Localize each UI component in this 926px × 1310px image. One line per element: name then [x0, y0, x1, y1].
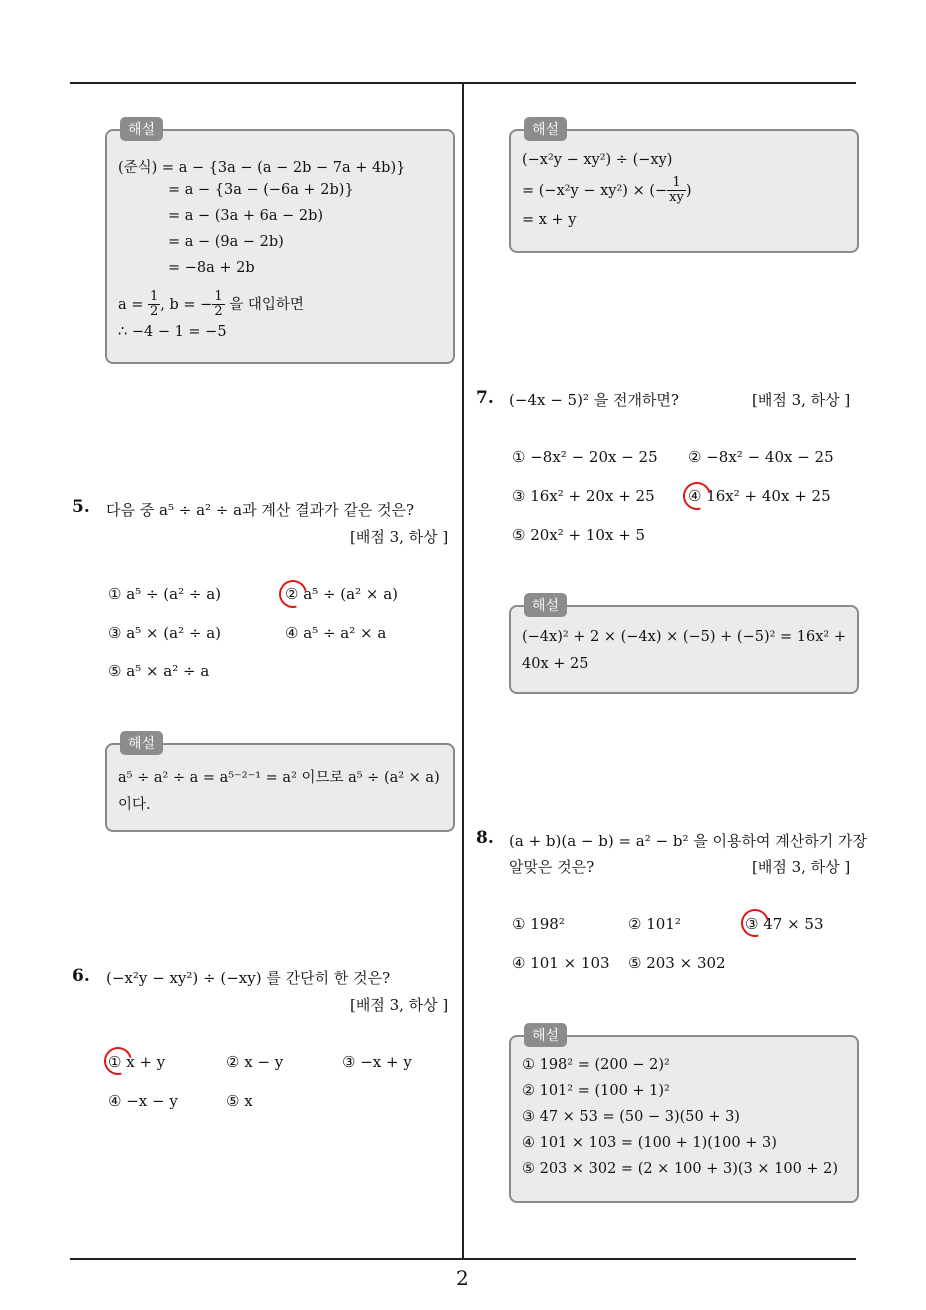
solution-line: 이다.	[118, 797, 151, 813]
option[interactable]: ③ a⁵ × (a² ÷ a)	[108, 624, 221, 642]
option[interactable]: ② a⁵ ÷ (a² × a)	[285, 585, 398, 603]
option[interactable]: ④ −x − y	[108, 1092, 178, 1110]
solution-box-q5	[105, 743, 455, 832]
fraction-numerator: 1	[667, 176, 686, 191]
fraction-denominator: xy	[669, 190, 684, 206]
solution-tag: 해설	[524, 1023, 567, 1047]
option[interactable]: ⑤ 20x² + 10x + 5	[512, 526, 646, 544]
answer-mark-circle	[736, 904, 774, 942]
question-text: (−x²y − xy²) ÷ (−xy) 를 간단히 한 것은?	[106, 969, 391, 987]
question-text: (a + b)(a − b) = a² − b² 을 이용하여 계산하기 가장	[509, 832, 867, 850]
sub-b-label: , b = −	[160, 296, 213, 313]
score-label: [배점 3, 하상 ]	[350, 528, 449, 546]
fraction	[667, 176, 686, 206]
score-label: [배점 3, 하상 ]	[752, 858, 851, 876]
solution-line: ② 101² = (100 + 1)²	[522, 1083, 670, 1099]
question-text-continued: 알맞은 것은?	[509, 858, 595, 876]
fraction-denominator: 2	[214, 304, 223, 320]
substitution-line	[118, 290, 304, 320]
solution-text: = (−x²y − xy²) × (−	[522, 182, 668, 199]
column-divider	[462, 83, 464, 1258]
solution-tag: 해설	[120, 117, 163, 141]
option[interactable]: ④ 101 × 103	[512, 954, 610, 972]
option[interactable]: ③ 16x² + 20x + 25	[512, 487, 655, 505]
option[interactable]: ① 198²	[512, 915, 565, 933]
solution-text: )	[685, 182, 692, 199]
option[interactable]: ④ a⁵ ÷ a² × a	[285, 624, 387, 642]
solution-tag: 해설	[524, 117, 567, 141]
option[interactable]: ① −8x² − 20x − 25	[512, 448, 658, 466]
option[interactable]: ② −8x² − 40x − 25	[688, 448, 834, 466]
answer-mark-circle	[99, 1042, 137, 1080]
solution-line	[522, 176, 692, 206]
question-number: 7.	[476, 388, 494, 408]
fraction	[148, 290, 160, 320]
solution-line: (−4x)² + 2 × (−4x) × (−5) + (−5)² = 16x² +	[522, 629, 846, 645]
question-number: 8.	[476, 828, 494, 848]
solution-tag: 해설	[120, 731, 163, 755]
option[interactable]: ⑤ 203 × 302	[628, 954, 726, 972]
solution-line: = x + y	[522, 212, 577, 228]
solution-line: = a − {3a − (−6a + 2b)}	[168, 182, 354, 198]
bottom-rule	[70, 1258, 856, 1260]
solution-line: = a − (3a + 6a − 2b)	[168, 208, 324, 224]
sub-a-label: a =	[118, 296, 144, 313]
fraction-numerator: 1	[214, 289, 223, 304]
option[interactable]: ② 101²	[628, 915, 681, 933]
option[interactable]: ① a⁵ ÷ (a² ÷ a)	[108, 585, 221, 603]
question-text: 다음 중 a⁵ ÷ a² ÷ a과 계산 결과가 같은 것은?	[106, 501, 415, 519]
option[interactable]: ② x − y	[226, 1053, 284, 1071]
option[interactable]: ③ −x + y	[342, 1053, 412, 1071]
fraction-denominator: 2	[150, 304, 159, 320]
solution-line: ④ 101 × 103 = (100 + 1)(100 + 3)	[522, 1135, 777, 1151]
option[interactable]: ④ 16x² + 40x + 25	[688, 487, 831, 505]
fraction	[212, 290, 224, 320]
solution-line: ③ 47 × 53 = (50 − 3)(50 + 3)	[522, 1109, 740, 1125]
solution-line: ⑤ 203 × 302 = (2 × 100 + 3)(3 × 100 + 2)	[522, 1161, 839, 1177]
solution-line: (준식) = a − {3a − (a − 2b − 7a + 4b)}	[118, 160, 406, 176]
fraction-numerator: 1	[150, 289, 159, 304]
question-number: 6.	[72, 966, 90, 986]
solution-tag: 해설	[524, 593, 567, 617]
solution-line: 40x + 25	[522, 656, 589, 672]
option[interactable]: ⑤ a⁵ × a² ÷ a	[108, 662, 210, 680]
question-number: 5.	[72, 497, 90, 517]
option[interactable]: ① x + y	[108, 1053, 166, 1071]
solution-box-q7	[509, 605, 859, 694]
option[interactable]: ③ 47 × 53	[745, 915, 824, 933]
page-number: 2	[456, 1266, 469, 1290]
solution-line: ① 198² = (200 − 2)²	[522, 1057, 670, 1073]
solution-line: = a − (9a − 2b)	[168, 234, 284, 250]
option[interactable]: ⑤ x	[226, 1092, 253, 1110]
solution-line: (−x²y − xy²) ÷ (−xy)	[522, 152, 673, 168]
score-label: [배점 3, 하상 ]	[752, 391, 851, 409]
solution-line: a⁵ ÷ a² ÷ a = a⁵⁻²⁻¹ = a² 이므로 a⁵ ÷ (a² × a)	[118, 770, 440, 786]
question-text: (−4x − 5)² 을 전개하면?	[509, 391, 679, 409]
answer-mark-circle	[274, 575, 312, 613]
score-label: [배점 3, 하상 ]	[350, 996, 449, 1014]
therefore-line: ∴ −4 − 1 = −5	[118, 324, 227, 340]
sub-tail: 을 대입하면	[224, 296, 304, 313]
answer-mark-circle	[678, 477, 716, 515]
solution-line: = −8a + 2b	[168, 260, 255, 276]
